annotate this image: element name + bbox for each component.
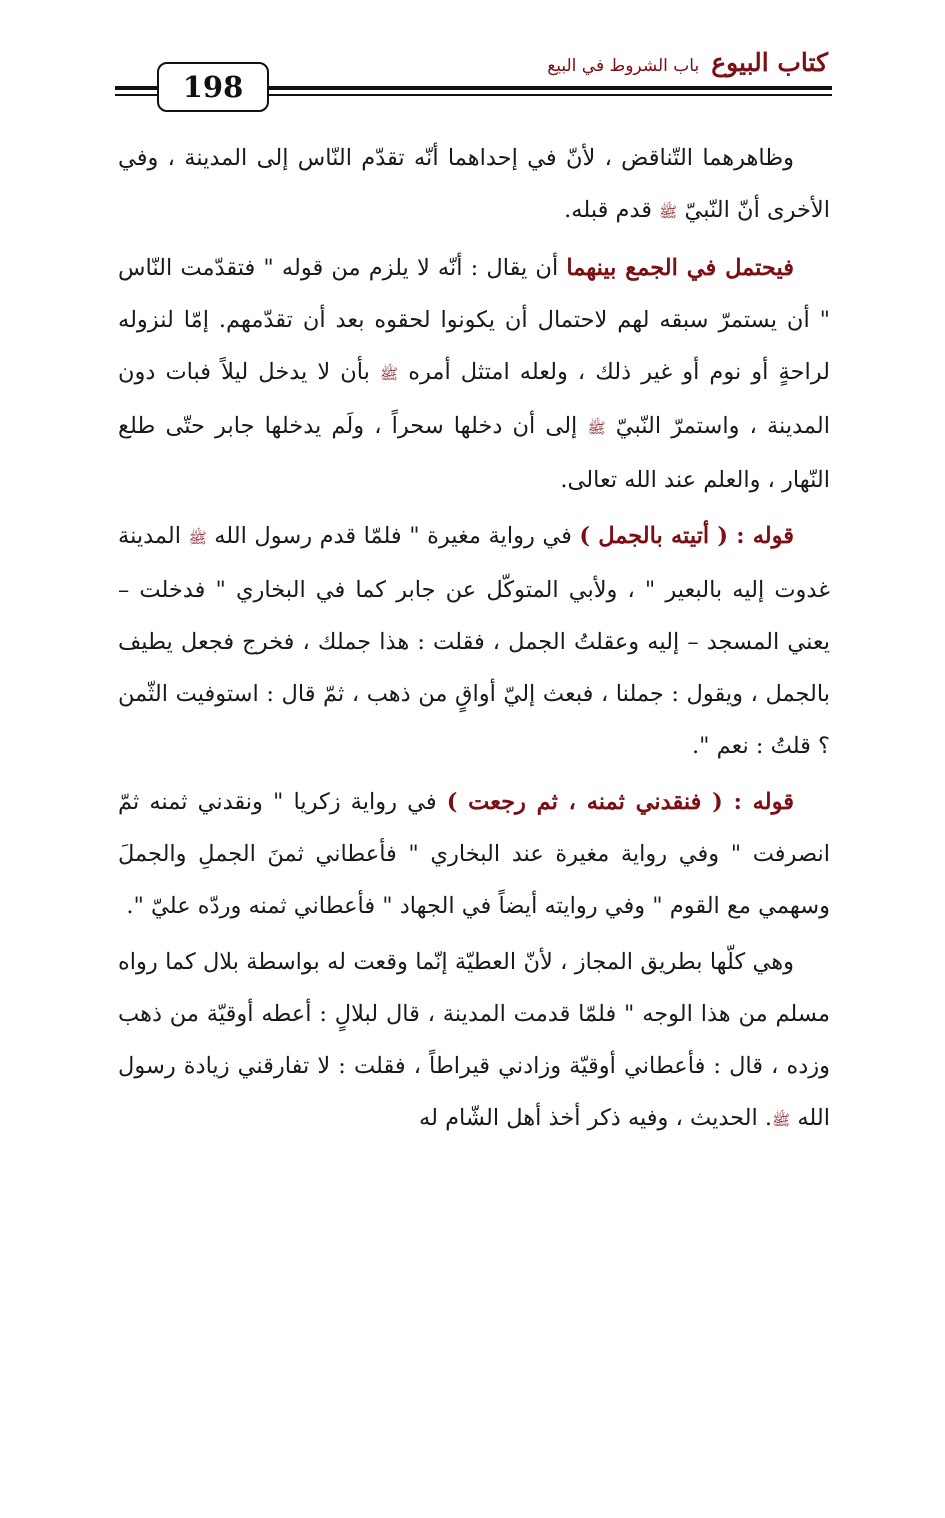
body-text: إلى أن دخلها سحراً ، ولَم يدخلها جابر حتّى طلع النّهار ، والعلم عند الله تعالى.: [118, 413, 830, 493]
body-text: المدينة غدوت إليه بالبعير " ، ولأبي المتوكّل عن جابر كما في البخاري " فدخلت – يعني المسجد – إليه وعقلتُ الجمل ، فقلت : هذا جملك ، فخرج فجعل يطيف بالجمل ، ويقول : جملنا ، فبعث إليّ أواقٍ من ذهب ، ثمّ قال : استوفيت الثّمن ؟ قلتُ : نعم ".: [118, 523, 830, 759]
page-header: [115, 48, 832, 118]
highlighted-lemma: قوله : ( أتيته بالجمل ): [579, 523, 795, 549]
body-text: . الحديث ، وفيه ذكر أخذ أهل الشّام له: [419, 1105, 773, 1131]
honorific-ligature: ﷺ: [188, 529, 207, 547]
honorific-ligature: ﷺ: [380, 365, 399, 383]
page-number: 198: [157, 62, 269, 112]
body-text: وهي كلّها بطريق المجاز ، لأنّ العطيّة إنّما وقعت له بواسطة بلال كما رواه مسلم من هذا الوجه " فلمّا قدمت المدينة ، قال لبلالٍ : أعطه أوقيّة من ذهب وزده ، قال : فأعطاني أوقيّة وزادني قيراطاً ، فقلت : لا تفارقني زيادة رسول الله: [118, 949, 830, 1131]
paragraph: [118, 242, 830, 506]
honorific-ligature: ﷺ: [587, 419, 606, 437]
body-text: بأن لا يدخل ليلاً فبات دون المدينة ، واستمرّ النّبيّ: [118, 359, 831, 439]
honorific-ligature: ﷺ: [659, 203, 678, 221]
highlighted-lemma: فيحتمل في الجمع بينهما: [566, 255, 794, 281]
book-title: كتاب البيوع: [711, 48, 828, 77]
page-body: [118, 132, 830, 1150]
body-text: وظاهرهما التّناقض ، لأنّ في إحداهما أنّه تقدّم النّاس إلى المدينة ، وفي الأخرى أنّ النّبيّ: [118, 145, 830, 223]
body-text: أن يقال : أنّه لا يلزم من قوله " فتقدّمت النّاس " أن يستمرّ سبقه لهم لاحتمال أن يكونوا لحقوه بعد أن تقدّمهم. إمّا لنزوله لراحةٍ أو نوم أو غير ذلك ، ولعله امتثل أمره: [118, 255, 830, 385]
chapter-title: باب الشروط في البيع: [547, 56, 700, 76]
body-text: في رواية مغيرة " فلمّا قدم رسول الله: [206, 523, 580, 549]
paragraph: [118, 132, 830, 238]
header-titles: [547, 48, 828, 86]
paragraph: [118, 510, 830, 772]
paragraph: [118, 936, 830, 1146]
body-text: في رواية زكريا " ونقدني ثمنه ثمّ انصرفت " وفي رواية مغيرة عند البخاري " فأعطاني ثمنَ الجملِ والجملَ وسهمي مع القوم " وفي روايته أيضاً في الجهاد " فأعطاني ثمنه وردّه عليّ ".: [118, 789, 830, 919]
highlighted-lemma: قوله : ( فنقدني ثمنه ، ثم رجعت ): [446, 789, 794, 815]
paragraph: [118, 776, 830, 932]
body-text: قدم قبله.: [564, 197, 660, 223]
honorific-ligature: ﷺ: [772, 1111, 791, 1129]
